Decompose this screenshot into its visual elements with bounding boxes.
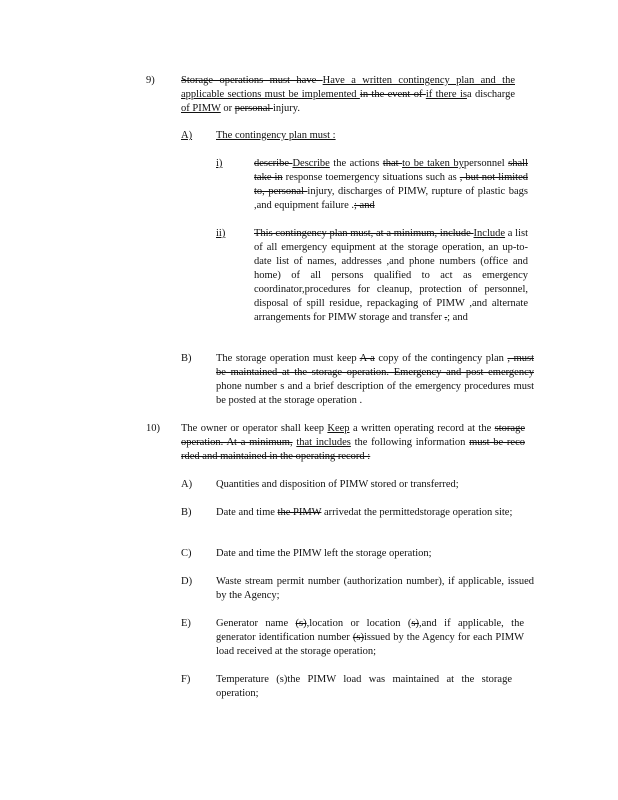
item-10b-label: B) — [181, 507, 192, 518]
struck-text: ; and — [354, 200, 375, 211]
item-10-text: The owner or operator shall keep Keep a written operating record at the storage operation. At a minimum, that includes the following information must be reco rded and maintained in the operating record : — [181, 423, 525, 462]
inserted-text: Describe — [292, 158, 330, 169]
inserted-text: if there is — [425, 89, 467, 100]
struck-text: storage operation. At a minimum, — [181, 423, 525, 448]
struck-text: Storage operations must have — [181, 75, 323, 86]
struck-text: A a — [359, 353, 375, 364]
inserted-text: to be taken by — [402, 158, 464, 169]
item-10d-text: Waste stream permit number (authorization number), if applicable, issued by the Agency; — [216, 576, 534, 601]
item-9ai-label: i) — [216, 158, 223, 169]
item-9b-text: The storage operation must keep A a copy of the contingency plan , must be maintained at the storage operation. Emergency and post emergency phone number s and a brief description of the emergency procedures must be posted at the storage operation . — [216, 353, 534, 406]
struck-text: in the event of — [359, 89, 426, 100]
item-10b-text: Date and time the PIMW arrivedat the permittedstorage operation site; — [216, 507, 513, 518]
item-9-text: Storage operations must have Have a written contingency plan and the applicable sections must be implemented in the event of if there isa discharge of PIMW or personal injury. — [181, 75, 516, 114]
item-9aii-text: This contingency plan must, at a minimum, include Include a list of all emergency equipment at the storage operation, an up-to-date list of names, addresses ,and phone numbers (office and home) of all persons qualified to act as emergency coordinator,procedures for cleanup, protection of personnel, disposal of spill residue, repackaging of PIMW ,and alternate arrangements for PIMW storage and transfer .; and — [254, 228, 529, 323]
item-10a-text: Quantities and disposition of PIMW stored or transferred; — [216, 479, 459, 490]
inserted-text: Include — [473, 228, 506, 239]
struck-text: , must be maintained at the storage operation. Emergency and post emergency — [216, 353, 534, 378]
item-10-number: 10) — [146, 423, 160, 434]
item-10e-text: Generator name (s),location or location (s),and if applicable, the generator identification number (s)issued by the Agency for each PIMW load received at the storage operation; — [216, 618, 525, 657]
item-9ai-text: describe Describe the actions that to be taken bypersonnel shall take in response toemergency situations such as , but not limited to, personal injury, discharges of PIMW, rupture of plastic bags ,and equipment failure .; and — [254, 158, 528, 211]
item-10e-label: E) — [181, 618, 191, 629]
struck-text: shall take in — [254, 158, 528, 183]
inserted-text: of PIMW — [181, 103, 221, 114]
struck-text: This contingency plan must, at a minimum, include — [254, 228, 474, 239]
struck-text: personal — [234, 103, 273, 114]
struck-text: . — [444, 312, 448, 323]
item-9a-label: A) — [181, 130, 193, 141]
struck-text: , but not limited to, personal — [254, 172, 528, 197]
item-10f-label: F) — [181, 674, 191, 685]
item-10d-label: D) — [181, 576, 193, 587]
struck-text: (s) — [352, 632, 364, 643]
item-10c-label: C) — [181, 548, 192, 559]
struck-text: that — [382, 158, 403, 169]
struck-text: must be reco rded and maintained in the operating record : — [181, 437, 525, 462]
inserted-text: that includes — [296, 437, 351, 448]
inserted-text: Have a written contingency plan and the applicable sections must be implemented — [181, 75, 515, 100]
struck-text: the PIMW — [277, 507, 322, 518]
item-10c-text: Date and time the PIMW left the storage operation; — [216, 548, 432, 559]
struck-text: s) — [411, 618, 419, 629]
item-9a-text: The contingency plan must : — [216, 130, 336, 141]
struck-text: (s) — [295, 618, 307, 629]
item-10a-label: A) — [181, 479, 193, 490]
struck-text: describe — [254, 158, 293, 169]
inserted-text: Keep — [327, 423, 350, 434]
item-10f-text: Temperature (s)the PIMW load was maintained at the storage operation; — [216, 674, 512, 699]
item-9b-label: B) — [181, 353, 192, 364]
item-9-number: 9) — [146, 75, 155, 86]
item-9aii-label: ii) — [216, 228, 226, 239]
